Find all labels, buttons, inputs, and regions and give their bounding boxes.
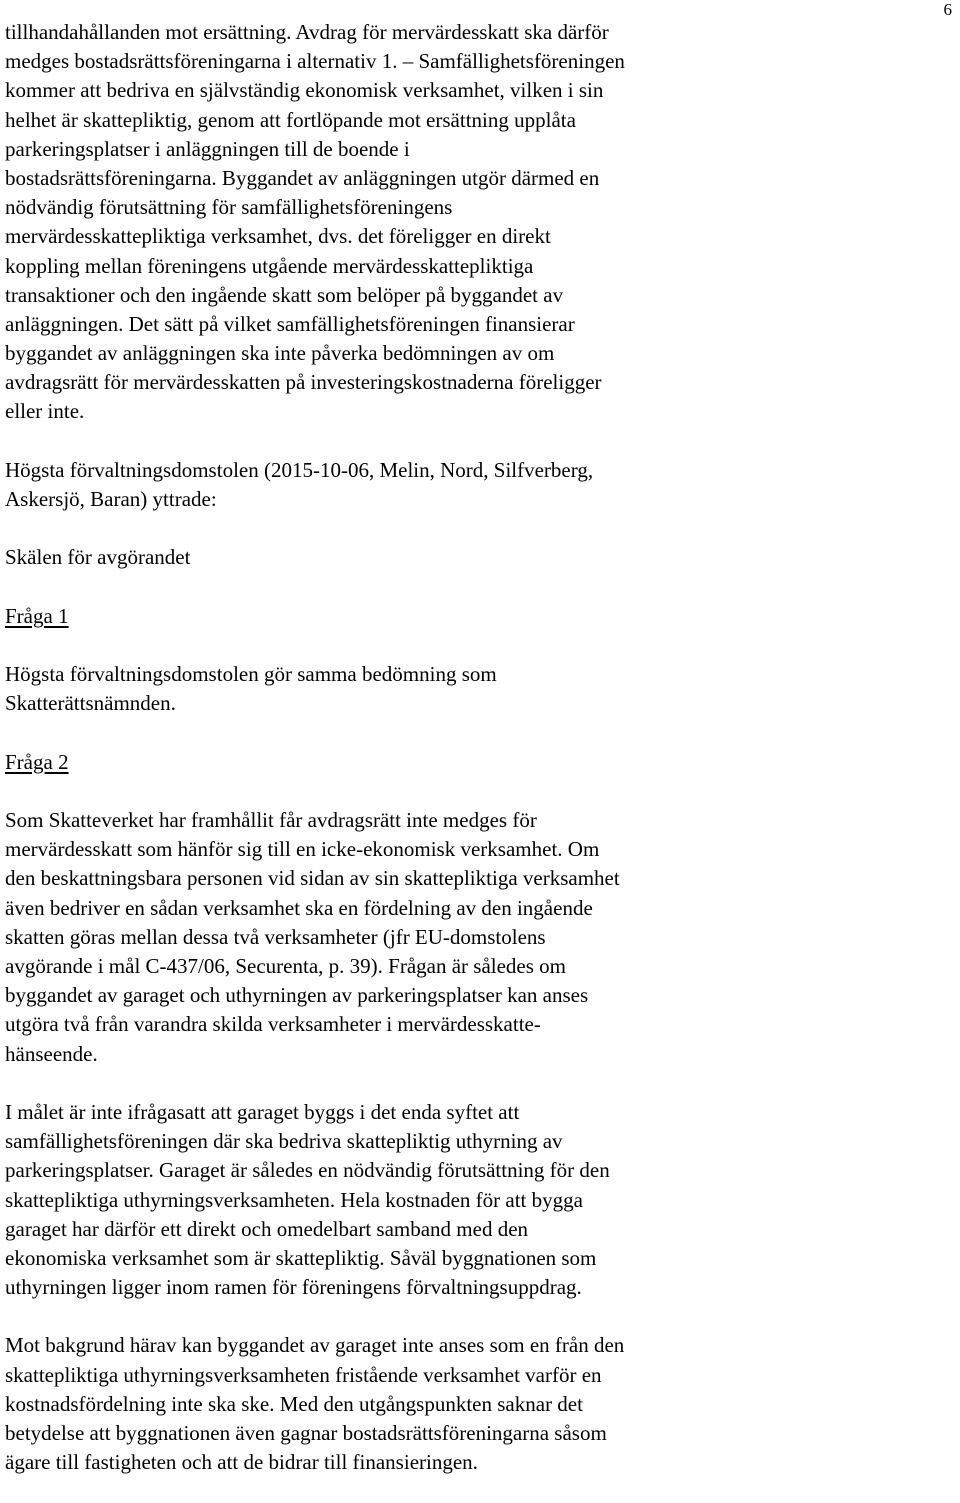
line-text: den beskattningsbara personen vid sidan av sin skattepliktiga verksamhet xyxy=(5,866,620,891)
text-line xyxy=(5,222,955,251)
line-text: Högsta förvaltningsdomstolen (2015-10-06, Melin, Nord, Silfverberg, xyxy=(5,457,594,482)
text-line xyxy=(5,1273,955,1302)
line-text: nödvändig förutsättning för samfällighetsföreningens xyxy=(5,195,453,220)
paragraph xyxy=(5,1098,955,1302)
line-text: ekonomiska verksamhet som är skattepliktig. Såväl byggnationen som xyxy=(5,1245,597,1270)
line-text: även bedriver en sådan verksamhet ska en fördelning av den ingående xyxy=(5,895,593,920)
line-text: helhet är skattepliktig, genom att fortlöpande mot ersättning upplåta xyxy=(5,107,576,132)
text-line xyxy=(5,397,955,426)
text-line xyxy=(5,339,955,368)
paragraph-gap xyxy=(5,514,955,543)
text-line xyxy=(5,602,955,631)
line-text: betydelse att byggnationen även gagnar bostadsrättsföreningarna såsom xyxy=(5,1421,607,1445)
line-text: utgöra två från varandra skilda verksamheter i mervärdesskatte- xyxy=(5,1012,541,1037)
text-line xyxy=(5,281,955,310)
paragraph xyxy=(5,1331,955,1477)
line-text: bostadsrättsföreningarna. Byggandet av anläggningen utgör därmed en xyxy=(5,165,600,190)
line-text: parkeringsplatser i anläggningen till de boende i xyxy=(5,136,410,161)
text-line xyxy=(5,835,955,864)
text-line xyxy=(5,1361,955,1390)
paragraph xyxy=(5,456,955,514)
line-text: I målet är inte ifrågasatt att garaget byggs i det enda syftet att xyxy=(5,1099,520,1124)
text-line xyxy=(5,1156,955,1185)
section-heading xyxy=(5,602,955,631)
line-text: skattepliktiga uthyrningsverksamheten. Hela kostnaden för att bygga xyxy=(5,1187,583,1212)
line-text: transaktioner och den ingående skatt som belöper på byggandet av xyxy=(5,282,564,307)
paragraph-gap xyxy=(5,1069,955,1098)
text-line xyxy=(5,1040,955,1069)
text-line xyxy=(5,660,955,689)
section-heading xyxy=(5,748,955,777)
text-line xyxy=(5,748,955,777)
line-text: Som Skatteverket har framhållit får avdragsrätt inte medges för xyxy=(5,808,537,833)
text-line xyxy=(5,1390,955,1419)
text-line xyxy=(5,135,955,164)
text-line xyxy=(5,310,955,339)
line-text: mervärdesskatt som hänför sig till en icke-ekonomisk verksamhet. Om xyxy=(5,837,600,862)
line-text: byggandet av anläggningen ska inte påverka bedömningen av om xyxy=(5,341,555,366)
heading-text: Fråga 2 xyxy=(5,749,69,774)
text-line xyxy=(5,1331,955,1360)
line-text: parkeringsplatser. Garaget är således en nödvändig förutsättning för den xyxy=(5,1158,610,1183)
text-line xyxy=(5,543,955,572)
line-text: tillhandahållanden mot ersättning. Avdrag för mervärdesskatt ska därför xyxy=(5,20,609,44)
text-line xyxy=(5,1448,955,1477)
line-text: avdragsrätt för mervärdesskatten på investeringskostnaderna föreligger xyxy=(5,370,602,395)
line-text: anläggningen. Det sätt på vilket samfällighetsföreningen finansierar xyxy=(5,311,575,336)
text-line xyxy=(5,952,955,981)
paragraph-gap xyxy=(5,573,955,602)
text-line xyxy=(5,485,955,514)
page-number: 6 xyxy=(943,0,952,19)
heading-text: Fråga 1 xyxy=(5,603,69,628)
text-line xyxy=(5,164,955,193)
document-body xyxy=(5,18,955,1477)
line-text: Skälen för avgörandet xyxy=(5,545,191,570)
paragraph xyxy=(5,18,955,427)
line-text: Högsta förvaltningsdomstolen gör samma bedömning som xyxy=(5,662,497,687)
line-text: eller inte. xyxy=(5,399,85,424)
line-text: skatten göras mellan dessa två verksamheter (jfr EU-domstolens xyxy=(5,924,546,949)
line-text: medges bostadsrättsföreningarna i alternativ 1. – Samfällighetsföreningen xyxy=(5,49,625,74)
text-line xyxy=(5,47,955,76)
paragraph xyxy=(5,543,955,572)
text-line xyxy=(5,1419,955,1448)
text-line xyxy=(5,1186,955,1215)
text-line xyxy=(5,923,955,952)
text-line xyxy=(5,106,955,135)
paragraph xyxy=(5,806,955,1069)
line-text: samfällighetsföreningen där ska bedriva skattepliktig uthyrning av xyxy=(5,1129,563,1154)
text-line xyxy=(5,894,955,923)
line-text: koppling mellan föreningens utgående mervärdesskattepliktiga xyxy=(5,253,534,278)
text-line xyxy=(5,1215,955,1244)
line-text: Mot bakgrund härav kan byggandet av garaget inte anses som en från den xyxy=(5,1333,625,1358)
paragraph-gap xyxy=(5,427,955,456)
line-text: skattepliktiga uthyrningsverksamheten fristående verksamhet varför en xyxy=(5,1362,602,1387)
text-line xyxy=(5,689,955,718)
line-text: Askersjö, Baran) yttrade: xyxy=(5,487,217,511)
text-line xyxy=(5,981,955,1010)
text-line xyxy=(5,252,955,281)
paragraph-gap xyxy=(5,631,955,660)
text-line xyxy=(5,1098,955,1127)
paragraph xyxy=(5,660,955,718)
text-line xyxy=(5,864,955,893)
text-line xyxy=(5,18,955,47)
line-text: Skatterättsnämnden. xyxy=(5,691,176,716)
line-text: kommer att bedriva en självständig ekonomisk verksamhet, vilken i sin xyxy=(5,78,604,103)
text-line xyxy=(5,193,955,222)
line-text: uthyrningen ligger inom ramen för föreningens förvaltningsuppdrag. xyxy=(5,1275,582,1300)
text-line xyxy=(5,76,955,105)
line-text: avgörande i mål C-437/06, Securenta, p. 39). Frågan är således om xyxy=(5,954,567,978)
text-line xyxy=(5,806,955,835)
line-text: ägare till fastigheten och att de bidrar till finansieringen. xyxy=(5,1450,478,1475)
text-line xyxy=(5,456,955,485)
text-line xyxy=(5,1244,955,1273)
paragraph-gap xyxy=(5,777,955,806)
line-text: kostnadsfördelning inte ska ske. Med den utgångspunkten saknar det xyxy=(5,1391,583,1416)
text-line xyxy=(5,1127,955,1156)
text-line xyxy=(5,368,955,397)
paragraph-gap xyxy=(5,1302,955,1331)
text-line xyxy=(5,1010,955,1039)
paragraph-gap xyxy=(5,719,955,748)
line-text: mervärdesskattepliktiga verksamhet, dvs. det föreligger en direkt xyxy=(5,224,551,249)
line-text: byggandet av garaget och uthyrningen av parkeringsplatser kan anses xyxy=(5,983,589,1008)
line-text: garaget har därför ett direkt och omedelbart samband med den xyxy=(5,1216,529,1241)
line-text: hänseende. xyxy=(5,1041,98,1066)
